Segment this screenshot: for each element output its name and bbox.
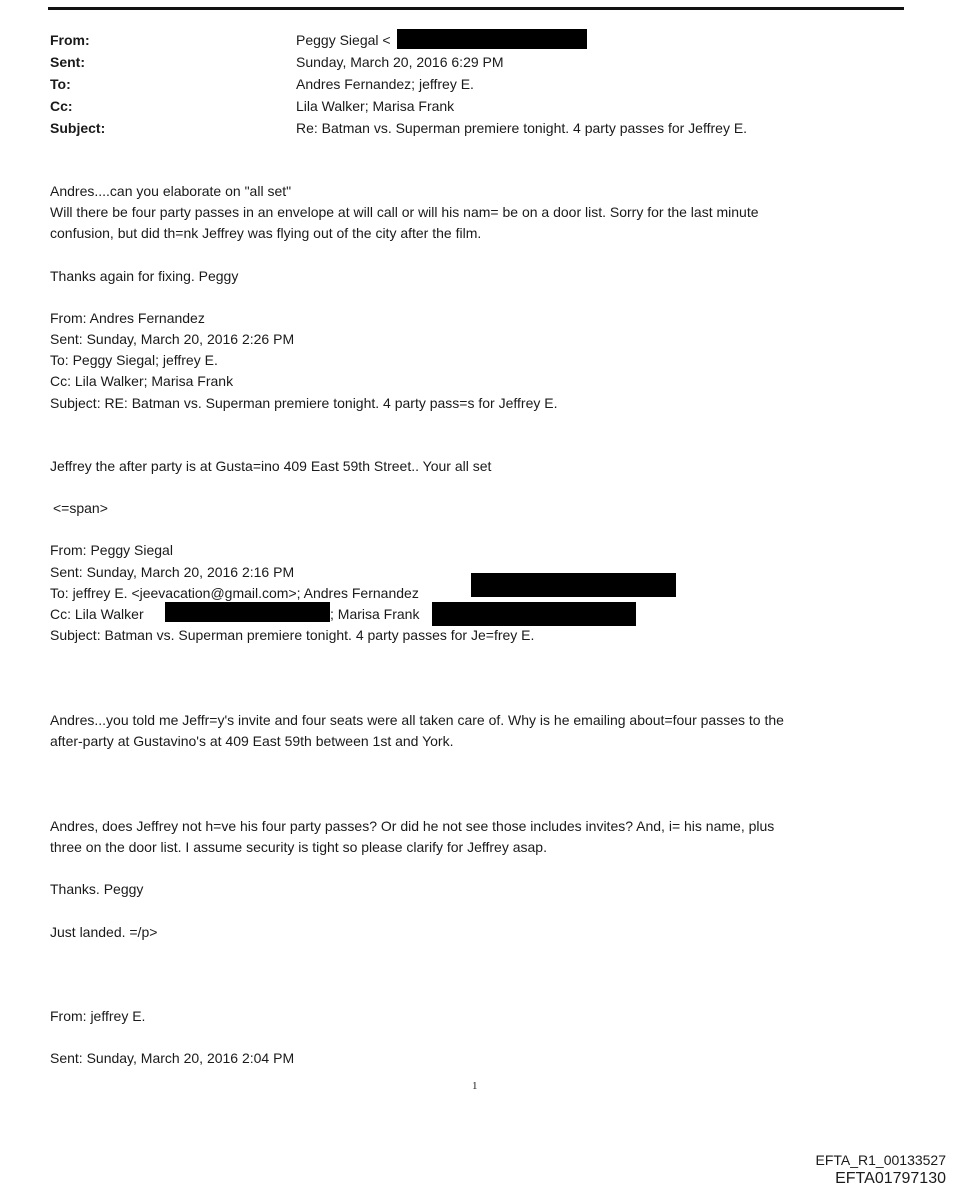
redaction-bar (397, 29, 587, 49)
quoted-to: To: Peggy Siegal; jeffrey E. (50, 352, 218, 368)
body-line: Thanks again for fixing. Peggy (50, 268, 239, 284)
page-number: 1 (472, 1080, 478, 1092)
quoted-cc: ; Marisa Frank (330, 606, 420, 622)
body-line: Thanks. Peggy (50, 881, 144, 897)
from-label: From: (50, 32, 90, 48)
body-line: Just landed. =/p> (50, 924, 158, 940)
sent-value: Sunday, March 20, 2016 6:29 PM (296, 54, 504, 70)
redaction-bar (471, 573, 676, 597)
body-line: confusion, but did th=nk Jeffrey was flying out of the city after the film. (50, 225, 482, 241)
body-line: <=span> (53, 500, 108, 516)
quoted-from: From: jeffrey E. (50, 1008, 146, 1024)
quoted-to: To: jeffrey E. <jeevacation@gmail.com>; Andres Fernandez (50, 585, 419, 601)
quoted-sent: Sent: Sunday, March 20, 2016 2:16 PM (50, 564, 295, 580)
quoted-from: From: Andres Fernandez (50, 310, 205, 326)
bates-id-secondary: EFTA01797130 (835, 1170, 946, 1187)
to-value: Andres Fernandez; jeffrey E. (296, 76, 474, 92)
redaction-bar (432, 602, 636, 626)
sent-label: Sent: (50, 54, 85, 70)
quoted-from: From: Peggy Siegal (50, 542, 173, 558)
body-line: Andres....can you elaborate on "all set" (50, 183, 292, 199)
quoted-subject: Subject: Batman vs. Superman premiere tonight. 4 party passes for Je=frey E. (50, 627, 535, 643)
redaction-bar (165, 602, 330, 622)
body-line: Will there be four party passes in an envelope at will call or will his nam= be on a door list. Sorry for the last minute (50, 204, 759, 220)
to-label: To: (50, 76, 71, 92)
body-line: after-party at Gustavino's at 409 East 59th between 1st and York. (50, 733, 454, 749)
body-line: Andres...you told me Jeffr=y's invite and four seats were all taken care of. Why is he emailing about=four passes to the (50, 712, 784, 728)
body-line: Jeffrey the after party is at Gusta=ino 409 East 59th Street.. Your all set (50, 458, 492, 474)
quoted-cc: Cc: Lila Walker; Marisa Frank (50, 373, 234, 389)
cc-value: Lila Walker; Marisa Frank (296, 98, 455, 114)
top-rule (48, 7, 904, 10)
body-line: three on the door list. I assume security is tight so please clarify for Jeffrey asap. (50, 839, 547, 855)
body-line: Andres, does Jeffrey not h=ve his four party passes? Or did he not see those includes invites? And, i= his name, plus (50, 818, 775, 834)
from-value: Peggy Siegal < (296, 32, 391, 48)
quoted-subject: Subject: RE: Batman vs. Superman premiere tonight. 4 party pass=s for Jeffrey E. (50, 395, 558, 411)
quoted-cc: Cc: Lila Walker (50, 606, 144, 622)
quoted-sent: Sent: Sunday, March 20, 2016 2:04 PM (50, 1050, 295, 1066)
bates-id-primary: EFTA_R1_00133527 (815, 1152, 946, 1168)
subject-label: Subject: (50, 120, 106, 136)
quoted-sent: Sent: Sunday, March 20, 2016 2:26 PM (50, 331, 295, 347)
subject-value: Re: Batman vs. Superman premiere tonight. 4 party passes for Jeffrey E. (296, 120, 748, 136)
cc-label: Cc: (50, 98, 73, 114)
